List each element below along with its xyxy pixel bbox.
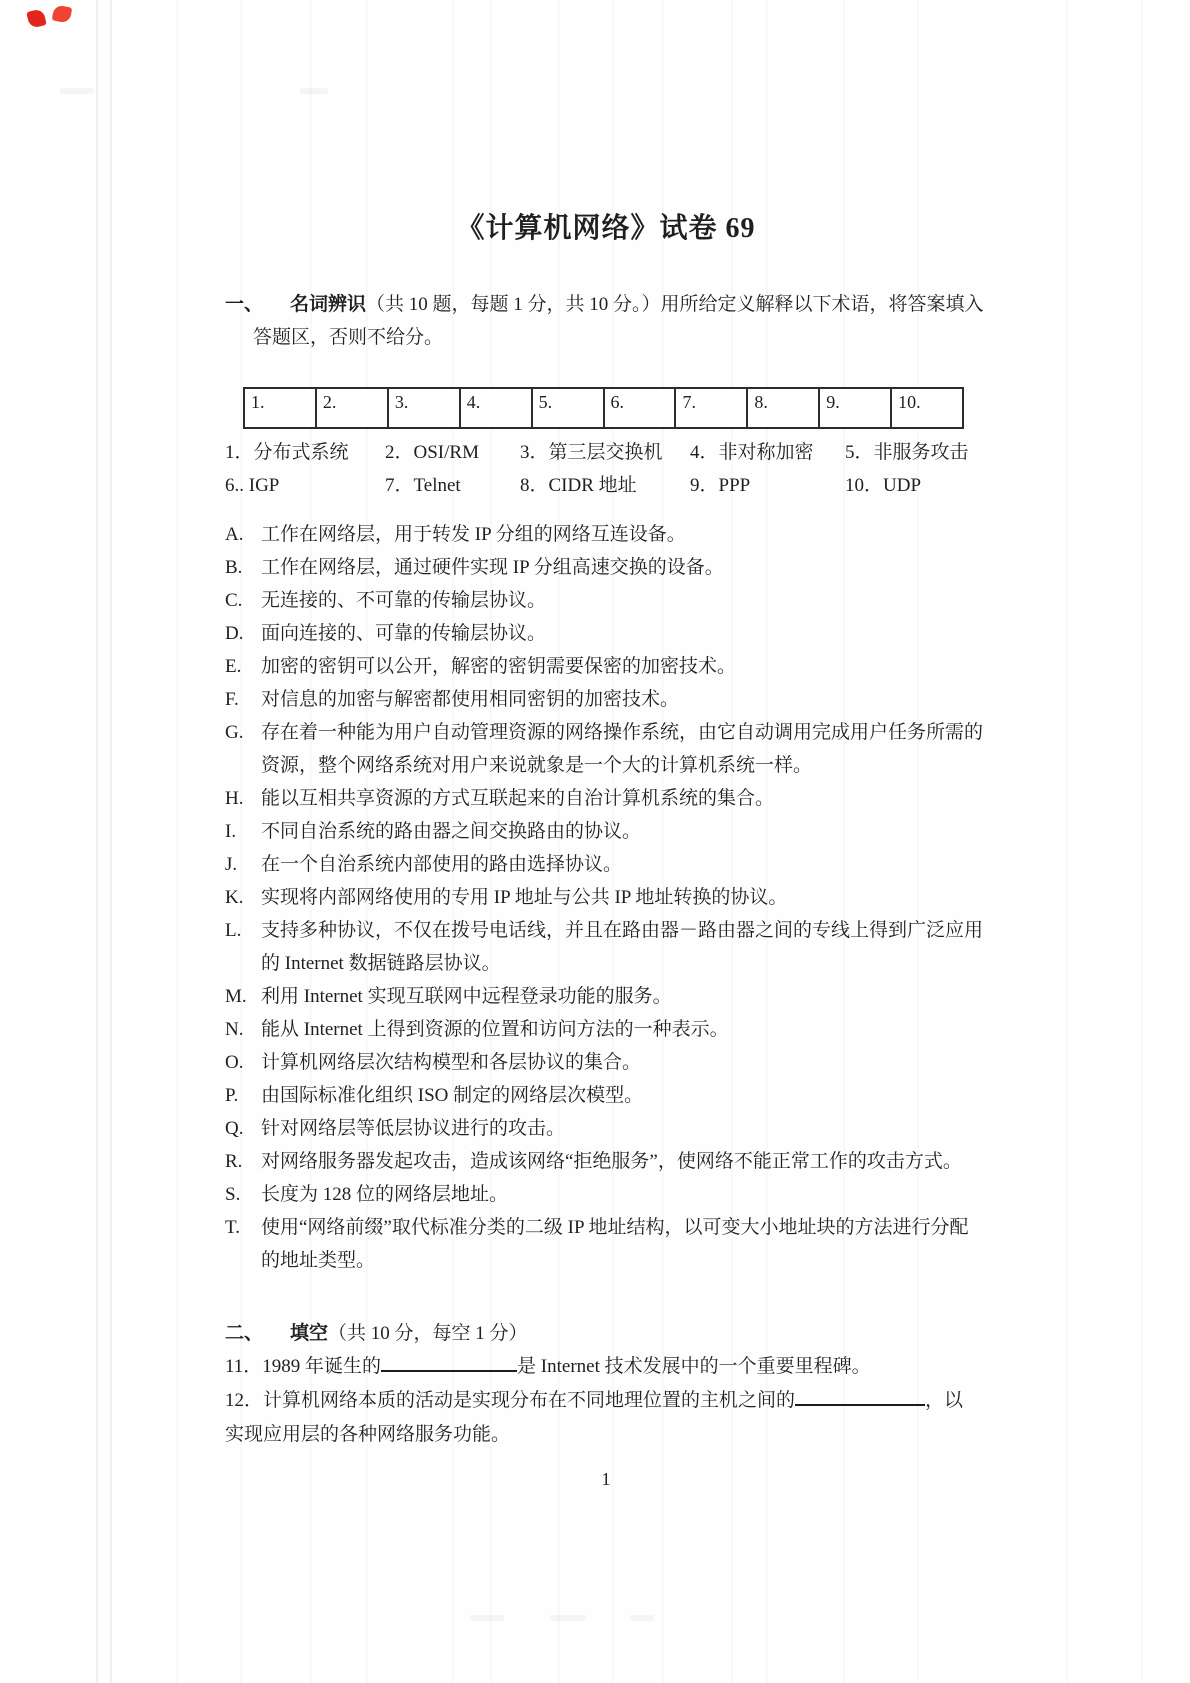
definition-label: C. — [225, 590, 243, 611]
definition-text: 工作在网络层，通过硬件实现 IP 分组高速交换的设备。 — [261, 557, 724, 578]
section-two-numeral: 二、 — [225, 1323, 264, 1344]
answer-grid-cell: 2. — [317, 389, 389, 427]
section-two-heading: 填空 — [290, 1323, 329, 1344]
term-item: 4．非对称加密 — [690, 442, 814, 463]
question-11 — [225, 1350, 987, 1384]
question-12 — [225, 1384, 987, 1418]
definition-text: 使用“网络前缀”取代标准分类的二级 IP 地址结构，以可变大小地址块的方法进行分配的地址类型。 — [261, 1217, 969, 1271]
term-item: 6.. IGP — [225, 475, 280, 496]
question-11-post: 是 Internet 技术发展中的一个重要里程碑。 — [517, 1356, 871, 1377]
definition-label: P. — [225, 1085, 239, 1106]
definition-item — [225, 914, 987, 980]
answer-grid — [243, 387, 964, 429]
definition-text: 面向连接的、可靠的传输层协议。 — [261, 623, 547, 644]
definition-text: 实现将内部网络使用的专用 IP 地址与公共 IP 地址转换的协议。 — [261, 887, 788, 908]
answer-grid-cell: 10. — [898, 392, 921, 412]
term-item: 7．Telnet — [385, 475, 461, 496]
definition-label: B. — [225, 557, 243, 578]
terms-row-1 — [225, 436, 987, 469]
definition-item — [225, 1079, 987, 1112]
definition-text: 计算机网络层次结构模型和各层协议的集合。 — [261, 1052, 642, 1073]
definition-label: T. — [225, 1217, 240, 1238]
definition-item — [225, 1211, 987, 1277]
scan-artifact-line — [176, 0, 178, 1683]
definition-text: 在一个自治系统内部使用的路由选择协议。 — [261, 854, 623, 875]
definition-label: K. — [225, 887, 244, 908]
definition-text: 由国际标准化组织 ISO 制定的网络层次模型。 — [261, 1085, 644, 1106]
definition-label: L. — [225, 920, 242, 941]
definition-item — [225, 551, 987, 584]
term-item: 8．CIDR 地址 — [520, 475, 637, 496]
question-12-post: ，以 — [925, 1390, 964, 1411]
answer-grid-cell: 8. — [748, 389, 820, 427]
definition-label: M. — [225, 986, 247, 1007]
term-item: 5．非服务攻击 — [845, 442, 969, 463]
definition-item — [225, 848, 987, 881]
definition-text: 能以互相共享资源的方式互联起来的自治计算机系统的集合。 — [261, 788, 775, 809]
definition-label: Q. — [225, 1118, 244, 1139]
definition-label: F. — [225, 689, 239, 710]
definition-item — [225, 1112, 987, 1145]
definition-item — [225, 683, 987, 716]
answer-grid-cell: 9. — [820, 389, 892, 427]
definition-label: S. — [225, 1184, 241, 1205]
definition-item — [225, 518, 987, 551]
question-12-pre: 12．计算机网络本质的活动是实现分布在不同地理位置的主机之间的 — [225, 1390, 796, 1411]
definition-item — [225, 1145, 987, 1178]
scan-artifact-smudge — [470, 1615, 504, 1621]
section-one-numeral: 一、 — [225, 294, 264, 315]
definition-text: 工作在网络层，用于转发 IP 分组的网络互连设备。 — [261, 524, 686, 545]
definition-label: D. — [225, 623, 244, 644]
section-one-intro-line2: 答题区，否则不给分。 — [253, 327, 444, 348]
page-title: 《计算机网络》试卷 69 — [456, 213, 756, 244]
answer-grid-cell: 5. — [533, 389, 605, 427]
scan-artifact-smudge — [60, 88, 94, 94]
definition-text: 不同自治系统的路由器之间交换路由的协议。 — [261, 821, 642, 842]
section-two-header — [225, 1317, 987, 1350]
definition-item — [225, 617, 987, 650]
term-item: 3．第三层交换机 — [520, 442, 663, 463]
definition-label: H. — [225, 788, 244, 809]
scan-artifact-line — [96, 0, 98, 1683]
definition-item — [225, 1046, 987, 1079]
definition-item — [225, 980, 987, 1013]
definition-item — [225, 716, 987, 782]
answer-grid-cell: 6. — [605, 389, 677, 427]
scan-artifact-smudge — [630, 1615, 654, 1621]
question-12-line2: 实现应用层的各种网络服务功能。 — [225, 1424, 511, 1445]
definition-item — [225, 1013, 987, 1046]
red-stamp-icon — [28, 6, 76, 32]
term-item: 9．PPP — [690, 475, 751, 496]
term-item: 1．分布式系统 — [225, 442, 349, 463]
answer-grid-cell: 1. — [245, 389, 317, 427]
section-one-header — [225, 288, 987, 321]
definition-item — [225, 881, 987, 914]
definition-text: 支持多种协议，不仅在拨号电话线，并且在路由器－路由器之间的专线上得到广泛应用的 Internet 数据链路层协议。 — [261, 920, 984, 974]
answer-grid-cell: 4. — [461, 389, 533, 427]
definition-label: J. — [225, 854, 238, 875]
definition-label: G. — [225, 722, 244, 743]
scan-artifact-line — [1066, 0, 1068, 1683]
definition-text: 对网络服务器发起攻击，造成该网络“拒绝服务”，使网络不能正常工作的攻击方式。 — [261, 1151, 962, 1172]
definition-label: I. — [225, 821, 237, 842]
answer-grid-cell: 3. — [389, 389, 461, 427]
definitions-list — [225, 518, 987, 1277]
definition-label: O. — [225, 1052, 244, 1073]
definition-label: A. — [225, 524, 244, 545]
term-item: 10．UDP — [845, 475, 922, 496]
definition-text: 存在着一种能为用户自动管理资源的网络操作系统，由它自动调用完成用户任务所需的资源，整个网络系统对用户来说就象是一个大的计算机系统一样。 — [261, 722, 984, 776]
scan-artifact-line — [110, 0, 112, 1683]
definition-text: 长度为 128 位的网络层地址。 — [261, 1184, 509, 1205]
definition-text: 无连接的、不可靠的传输层协议。 — [261, 590, 547, 611]
scan-artifact-smudge — [550, 1615, 586, 1621]
definition-item — [225, 650, 987, 683]
section-two-intro: （共 10 分，每空 1 分） — [328, 1323, 528, 1344]
section-one-heading: 名词辨识 — [290, 294, 367, 315]
document-content — [225, 0, 987, 1492]
answer-grid-cell: 7. — [676, 389, 748, 427]
terms-row-2 — [225, 469, 987, 502]
definition-label: E. — [225, 656, 242, 677]
definition-text: 对信息的加密与解密都使用相同密钥的加密技术。 — [261, 689, 680, 710]
definition-item — [225, 782, 987, 815]
term-item: 2．OSI/RM — [385, 442, 479, 463]
definition-item — [225, 1178, 987, 1211]
definition-text: 加密的密钥可以公开，解密的密钥需要保密的加密技术。 — [261, 656, 737, 677]
question-11-pre: 11．1989 年诞生的 — [225, 1356, 382, 1377]
section-one-intro: （共 10 题，每题 1 分，共 10 分。）用所给定义解释以下术语，将答案填入 — [366, 294, 984, 315]
definition-text: 能从 Internet 上得到资源的位置和访问方法的一种表示。 — [261, 1019, 729, 1040]
fill-blank-11 — [381, 1370, 517, 1372]
definition-label: N. — [225, 1019, 244, 1040]
definition-label: R. — [225, 1151, 243, 1172]
definition-text: 利用 Internet 实现互联网中远程登录功能的服务。 — [261, 986, 672, 1007]
scan-artifact-line — [1141, 0, 1143, 1683]
page-number: 1 — [601, 1469, 611, 1489]
definition-item — [225, 584, 987, 617]
definition-text: 针对网络层等低层协议进行的攻击。 — [261, 1118, 566, 1139]
fill-blank-12 — [795, 1404, 925, 1406]
definition-item — [225, 815, 987, 848]
